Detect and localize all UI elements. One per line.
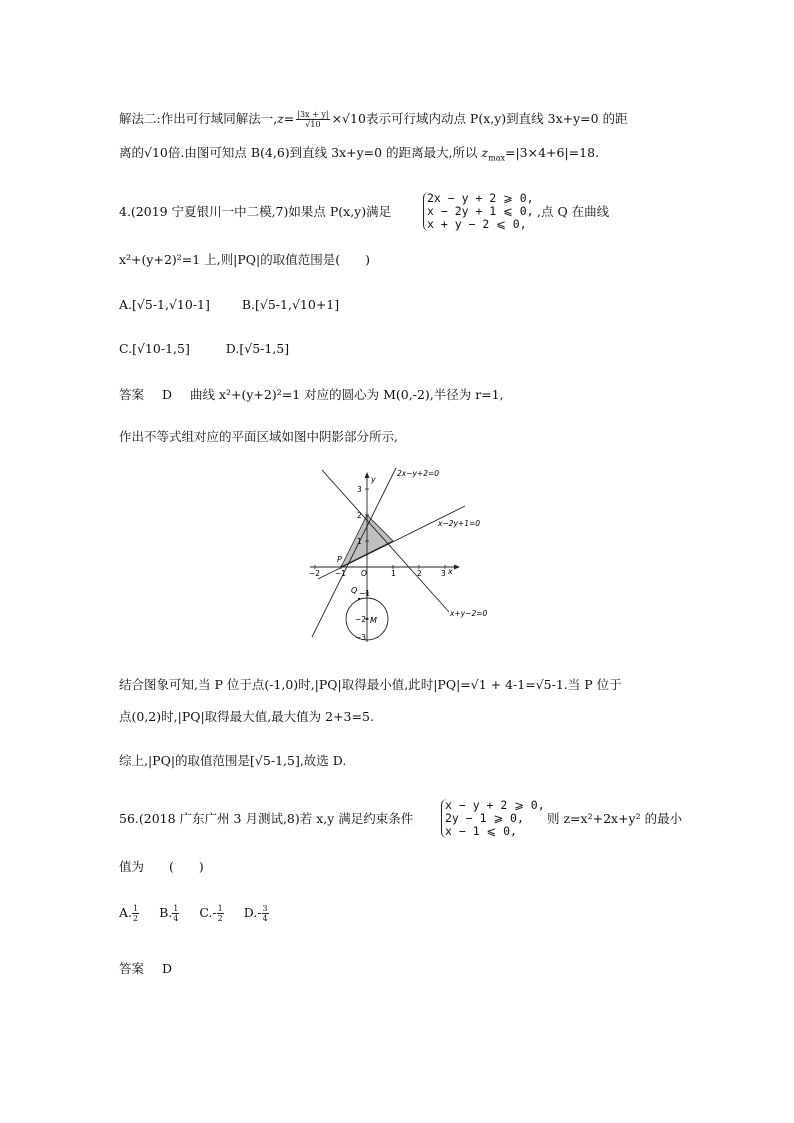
coordinate-diagram [308,466,498,642]
fraction-denominator: √10 [305,120,321,129]
point-m-label: M [370,616,377,625]
question4-explain1: 作出不等式组对应的平面区域如图中阴影部分所示, [119,429,398,444]
option-c: C.- $\frac{1}{2}$ [199,904,223,923]
answer-explanation: 曲线 x²+(y+2)²=1 对应的圆心为 M(0,-2),半径为 r=1, [189,387,504,402]
question4-answer [119,386,504,404]
constraint-3: x + y − 2 ⩽ 0, [427,217,527,231]
label-line1: 2x−y+2=0 [397,469,440,478]
question56-stem: 56.(2018 广东广州 3 月测试,8)若 x,y 满足约束条件 [119,811,414,826]
fraction [296,110,329,129]
point-p-label: P [337,555,342,564]
question4-stem [119,203,391,221]
fraction-numerator: |3x + y| [297,110,329,119]
option-c: C.[√10-1,5] [119,341,190,356]
y-axis-label: y [371,475,376,484]
option-a: A.[√5-1,√10-1] [119,297,210,312]
constraint-3: x − 1 ⩽ 0, [445,824,517,838]
solution2-line2 [119,144,599,168]
label-line2: x−2y+1=0 [438,519,481,528]
answer-choice: D [161,961,173,976]
constraint-1: x − y + 2 ⩾ 0, [445,798,545,812]
question4-explain2: 结合图象可知,当 P 位于点(-1,0)时,|PQ|取得最小值,此时|PQ|=√1 + 4-1=√5-1.当 P 位于 [119,677,622,692]
question4-stem-tail: ,点 Q 在曲线 [537,204,610,219]
x-tick-neg1: −1 [335,569,347,578]
x-axis-arrow [454,565,460,570]
option-b: B. $\frac{1}{4}$ [159,904,179,923]
answer-choice: D [161,387,173,402]
feasible-region-figure [308,466,498,642]
x-tick-neg2: −2 [309,569,321,578]
question56-options [119,904,269,923]
line-2x-y+2 [312,468,396,637]
zmax-variable: z [481,145,489,160]
question56-answer [119,960,172,978]
answer-label: 答案 [119,387,145,402]
times-sqrt10: ×√10 [331,111,366,126]
question4-explain3: 点(0,2)时,|PQ|取得最大值,最大值为 2+3=5. [119,709,374,724]
solution2-line1 [119,110,628,129]
question4-conclusion: 综上,|PQ|的取值范围是[√5-1,5],故选 D. [119,753,347,768]
text-segment: 离的 [119,145,145,160]
question4-stem-line2: x²+(y+2)²=1 上,则|PQ|的取值范围是( ) [119,252,370,267]
point-m [366,618,368,620]
question4-constraint-system [423,192,534,231]
y-tick-neg3: −3 [355,633,367,642]
option-d: D.- $\frac{3}{4}$ [243,904,268,923]
point-q [358,598,360,600]
option-b: B.[√5-1,√10+1] [241,297,340,312]
solution2-meaning: 表示可行域内动点 P(x,y)到直线 3x+y=0 的距 [365,111,628,126]
question4-options-row2 [119,340,289,358]
text-segment: 倍.由图可知点 B(4,6)到直线 3x+y=0 的距离最大,所以 [167,145,482,160]
x-tick-1: 1 [391,569,396,578]
z-variable: z [277,111,284,126]
question56-stem-line2: 值为 ( ) [119,859,204,874]
origin-label: O [361,569,367,578]
zmax-subscript: max [488,153,505,163]
label-line3: x+y−2=0 [450,609,488,618]
y-tick-3: 3 [357,485,362,494]
x-tick-2: 2 [417,569,422,578]
question4-stem-text: 4.(2019 宁夏银川一中二模,7)如果点 P(x,y)满足 [119,204,392,219]
zmax-result: =|3×4+6|=18. [504,145,600,160]
y-tick-neg1: −1 [359,589,371,598]
y-tick-2: 2 [357,511,362,520]
y-tick-neg2: −2 [355,615,367,624]
solution2-intro: 解法二:作出可行域同解法一, [119,111,278,126]
equals-sign: = [283,111,295,126]
sqrt10: √10 [144,145,168,160]
y-tick-1: 1 [357,537,362,546]
answer-label: 答案 [119,961,145,976]
x-axis-label: x [448,567,453,576]
constraint-2: 2y − 1 ⩾ 0, [445,811,524,825]
option-d: D.[√5-1,5] [225,341,290,356]
x-tick-3: 3 [441,569,446,578]
question4-options-row1 [119,296,339,314]
point-q-label: Q [351,586,358,595]
constraint-1: 2x − y + 2 ⩾ 0, [427,191,534,205]
constraint-2: x − 2y + 1 ⩽ 0, [427,204,534,218]
question56-stem-tail: 则 z=x²+2x+y² 的最小 [547,811,683,826]
option-a: A. $\frac{1}{2}$ [119,904,139,923]
question56-constraint-system [441,799,545,838]
line-x+y-2 [322,470,449,612]
y-axis-arrow [365,472,370,478]
